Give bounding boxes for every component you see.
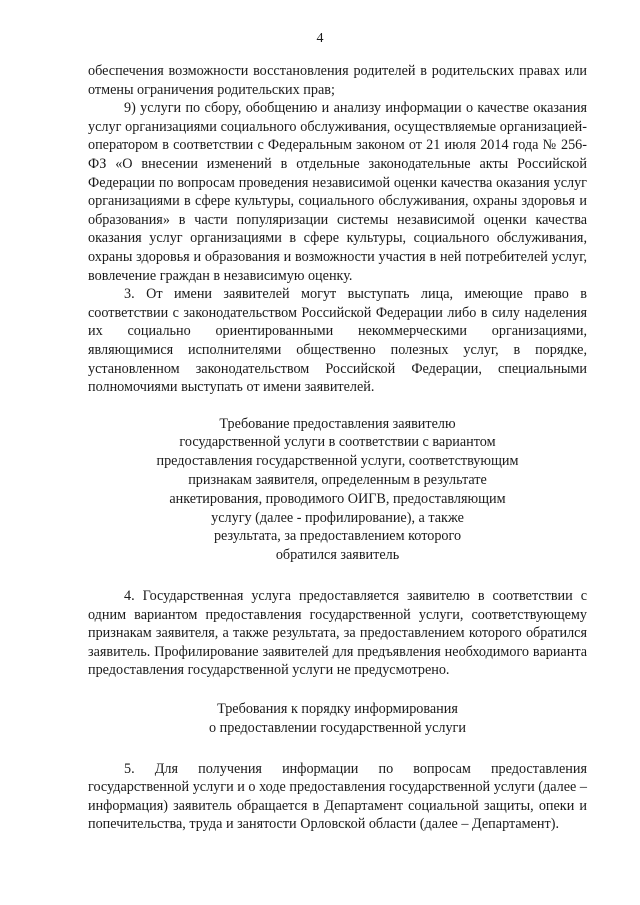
heading-line: результата, за предоставлением которого	[213, 528, 462, 545]
paragraph-3: 3. От имени заявителей могут выступать лица, имеющие право в соответствии с законодательством Российской Федерации либо в силу наделения их социально ориентированными некоммерческими организациями, являющимися исполнителями общественно полезных услуг, в порядке, установленном законодательством Российской Федерации, специальными полномочиями выступать от имени заявителей.	[88, 286, 587, 396]
heading-line: признакам заявителя, определенным в результате	[188, 472, 487, 489]
paragraph-5: 5. Для получения информации по вопросам предоставления государственной услуги и о ходе предоставления государственной услуги (далее – информация) заявитель обращается в Департамент социальной защиты, опеки и попечительства, труда и занятости Орловской области (далее – Департамент).	[88, 760, 587, 833]
paragraph-item-9: 9) услуги по сбору, обобщению и анализу информации о качестве оказания услуг организациями социального обслуживания, осуществляемые организацией-оператором в соответствии с Федеральным законом от 21 июля 2014 года № 256-ФЗ «О внесении изменений в отдельные законодательные акты Российской Федерации по вопросам проведения независимой оценки качества оказания услуг организациями в сфере культуры, социального обслуживания, охраны здоровья и образования» в части популяризации системы независимой оценки качества оказания услуг организациями в сфере культуры, социального обслуживания, охраны здоровья и образования и возможности участия в ней потребителей услуг, вовлечение граждан в независимую оценку.	[88, 100, 587, 284]
heading-line: Требование предоставления заявителю	[219, 415, 456, 432]
heading-line: анкетирования, проводимого ОИГВ, предоставляющим	[169, 490, 506, 507]
heading-line: услугу (далее - профилирование), а также	[211, 509, 464, 526]
heading-line: государственной услуги в соответствии с вариантом	[179, 434, 496, 451]
heading-line: обратился заявитель	[275, 547, 400, 564]
section-heading-informing	[128, 700, 548, 738]
paragraph-intro: обеспечения возможности восстановления родителей в родительских правах или отмены ограничения родительских прав;	[88, 63, 587, 98]
paragraph-4: 4. Государственная услуга предоставляется заявителю в соответствии с одним вариантом предоставления государственной услуги, соответствующему признакам заявителя, а также результата, за предоставлением которого обратился заявитель. Профилирование заявителей для предъявления необходимого варианта предоставления государственной услуги не предусмотрено.	[88, 588, 587, 679]
heading-line: Требования к порядку информирования	[217, 701, 458, 718]
document-body	[88, 62, 587, 834]
heading-line: предоставления государственной услуги, соответствующим	[156, 453, 519, 470]
section-heading-variant	[128, 415, 548, 565]
heading-line: о предоставлении государственной услуги	[209, 719, 466, 736]
page-number: 4	[316, 31, 324, 46]
